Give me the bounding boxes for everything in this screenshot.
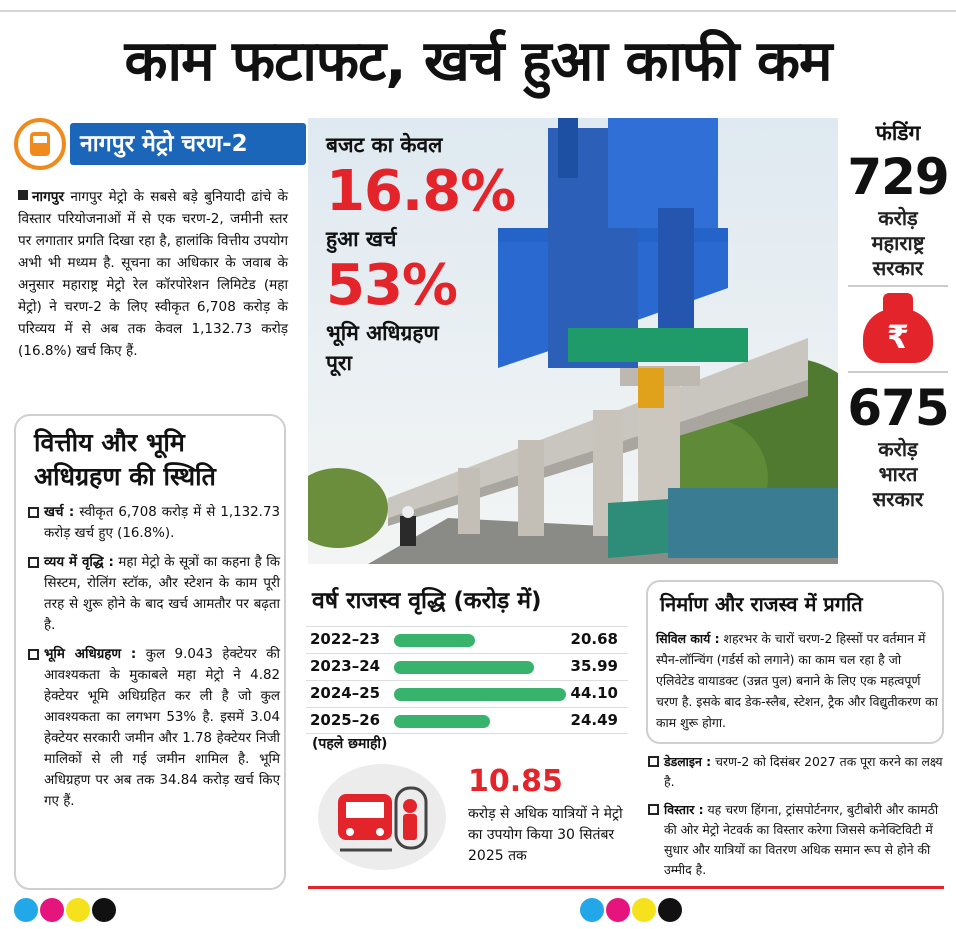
chart-note: (पहले छमाही) — [312, 736, 388, 752]
headline: काम फटाफट, खर्च हुआ काफी कम — [124, 29, 832, 94]
chart-category-label: 2024–25 — [310, 684, 381, 702]
passenger-count: 10.85 — [468, 764, 563, 799]
chart-row — [306, 707, 628, 734]
bullet-label: भूमि अधिग्रहण : — [44, 647, 137, 662]
funding-label: फंडिंग — [875, 121, 921, 145]
progress-notes — [648, 752, 944, 888]
note-text: यह चरण हिंगना, ट्रांसपोर्टनगर, बुटीबोरी और कामठी की ओर मेट्रो नेटवर्क का विस्तार करेगा जिससे कनेक्टिविटी में सुधार और यात्रियों का वितरण अधिक समान रूप से होने की उम्मीद है. — [664, 802, 939, 877]
bullet-label: व्यय में वृद्धि : — [44, 555, 114, 570]
chart-category-label: 2023–24 — [310, 657, 381, 675]
note-label: विस्तार : — [664, 802, 704, 817]
progress-box — [646, 580, 944, 744]
land-percent: 53% — [326, 253, 458, 318]
maharashtra-unit: करोड़ — [878, 206, 918, 230]
chart-value-label: 35.99 — [570, 657, 618, 675]
india-source-2: सरकार — [872, 487, 924, 511]
registration-dot — [580, 898, 604, 922]
status-title: वित्तीय और भूमि अधिग्रहण की स्थिति — [34, 428, 216, 491]
status-box — [14, 414, 286, 890]
chart-rows — [306, 626, 628, 734]
funding-divider — [848, 371, 948, 373]
photo-overlay — [326, 130, 526, 378]
checkbox-icon — [28, 649, 39, 660]
registration-dot — [632, 898, 656, 922]
registration-dot — [606, 898, 630, 922]
top-rule — [0, 10, 956, 12]
budget-caption-2: हुआ खर्च — [326, 227, 397, 251]
registration-dots-left — [14, 898, 118, 924]
registration-dot — [66, 898, 90, 922]
registration-dot — [92, 898, 116, 922]
funding-column — [840, 118, 956, 512]
chart-bar — [394, 634, 475, 647]
maharashtra-amount: 729 — [847, 148, 949, 206]
chart-category-label: 2025–26 — [310, 711, 381, 729]
chart-bar — [394, 688, 566, 701]
chart-category-label: 2022–23 — [310, 630, 381, 648]
registration-dot — [14, 898, 38, 922]
intro-paragraph — [18, 186, 288, 362]
bullet-text: स्वीकृत 6,708 करोड़ में से 1,132.73 करोड़ खर्च हुए (16.8%). — [44, 505, 280, 541]
chart-value-label: 20.68 — [570, 630, 618, 648]
india-amount: 675 — [847, 379, 949, 437]
status-bullet — [28, 552, 280, 636]
badge-label: नागपुर मेट्रो चरण-2 — [70, 123, 306, 165]
progress-label: सिविल कार्य : — [656, 631, 720, 646]
note-label: डेडलाइन : — [664, 754, 712, 769]
progress-body: शहरभर के चारों चरण-2 हिस्सों पर वर्तमान में स्पैन-लॉन्चिंग (गर्डर्स को लगाने) का काम चल रहा है जो एलिवेटेड वायाडक्ट (उन्नत पुल) बनाने के लिए एक महत्वपूर्ण चरण है. इसके बाद डेक-स्लैब, स्टेशन, ट्रैक और विद्युतीकरण का काम शुरू होगा. — [656, 631, 938, 730]
budget-percent: 16.8% — [326, 159, 516, 224]
bullet-label: खर्च : — [44, 505, 75, 520]
checkbox-icon — [28, 507, 39, 518]
land-caption: भूमि अधिग्रहण — [326, 321, 439, 345]
chart-bar — [394, 715, 490, 728]
chart-row — [306, 626, 628, 653]
checkbox-icon — [648, 756, 659, 767]
progress-text — [656, 628, 938, 733]
chart-row — [306, 653, 628, 680]
checkbox-icon — [28, 557, 39, 568]
chart-row — [306, 680, 628, 707]
registration-dot — [658, 898, 682, 922]
registration-dot — [40, 898, 64, 922]
chart-value-label: 24.49 — [570, 711, 618, 729]
metro-train-icon — [14, 118, 66, 170]
chart-value-label: 44.10 — [570, 684, 618, 702]
bullet-text: महा मेट्रो के सूत्रों का कहना है कि सिस्टम, रोलिंग स्टॉक, और स्टेशन के काम पूरी तरह से शुरू होने के बाद खर्च आमतौर पर बढ़ता है. — [44, 555, 280, 633]
status-bullet — [28, 502, 280, 544]
note-text: चरण-2 को दिसंबर 2027 तक पूरा करने का लक्ष्य है. — [664, 754, 943, 789]
bullet-text: कुल 9.043 हेक्टेयर की आवश्यकता के मुकाबले महा मेट्रो ने 4.82 हेक्टेयर भूमि अधिग्रहित कर ली है जो कुल आवश्यकता का लगभग 53% है. इसमें 3.04 हेक्टेयर सरकारी जमीन और 1.78 हेक्टेयर निजी मालिकों से ली गई जमीन शामिल है. भूमि अधिग्रहण पर अब तक 34.84 करोड़ खर्च किए गए हैं. — [44, 647, 280, 809]
maharashtra-source: महाराष्ट्र — [871, 231, 925, 255]
india-source: भारत — [878, 462, 918, 486]
section-badge — [14, 118, 306, 170]
status-bullet — [28, 644, 280, 812]
india-unit: करोड़ — [878, 437, 918, 461]
metro-passenger-icon — [318, 764, 446, 870]
funding-divider — [848, 285, 948, 287]
checkbox-icon — [648, 804, 659, 815]
intro-text: नागपुर मेट्रो के सबसे बड़े बुनियादी ढांचे के विस्तार परियोजनाओं में से एक चरण-2, जमीनी स्तर पर लगातार प्रगति दिखा रहा है, हालांकि वित्तीय उपयोग अभी भी मध्यम है. सूचना का अधिकार के जवाब के अनुसार महाराष्ट्र मेट्रो रेल कॉरपोरेशन लिमिटेड (महा मेट्रो) ने चरण-2 के लिए स्वीकृत 6,708 करोड़ के परिव्यय में से अब तक केवल 1,132.73 करोड़ (16.8%) खर्च किए हैं. — [18, 189, 288, 359]
bullet-square-icon — [18, 190, 28, 200]
land-caption-2: पूरा — [326, 351, 352, 375]
budget-caption: बजट का केवल — [326, 133, 443, 157]
registration-dots-right — [580, 898, 684, 924]
chart-title: वर्ष राजस्व वृद्धि (करोड़ में) — [312, 588, 542, 614]
progress-title: निर्माण और राजस्व में प्रगति — [660, 592, 863, 616]
passenger-text: करोड़ से अधिक यात्रियों ने मेट्रो का उपयोग किया 30 सितंबर 2025 तक — [468, 806, 623, 864]
maharashtra-source-2: सरकार — [872, 256, 924, 280]
note-item — [648, 800, 944, 880]
status-bullets — [28, 502, 280, 820]
rupee-symbol: ₹ — [886, 318, 910, 356]
money-bag-rupee-icon — [863, 293, 933, 363]
note-item — [648, 752, 944, 792]
revenue-chart — [306, 584, 636, 760]
chart-bar — [394, 661, 534, 674]
bottom-red-rule — [308, 886, 944, 889]
intro-lead: नागपुर — [32, 189, 64, 205]
